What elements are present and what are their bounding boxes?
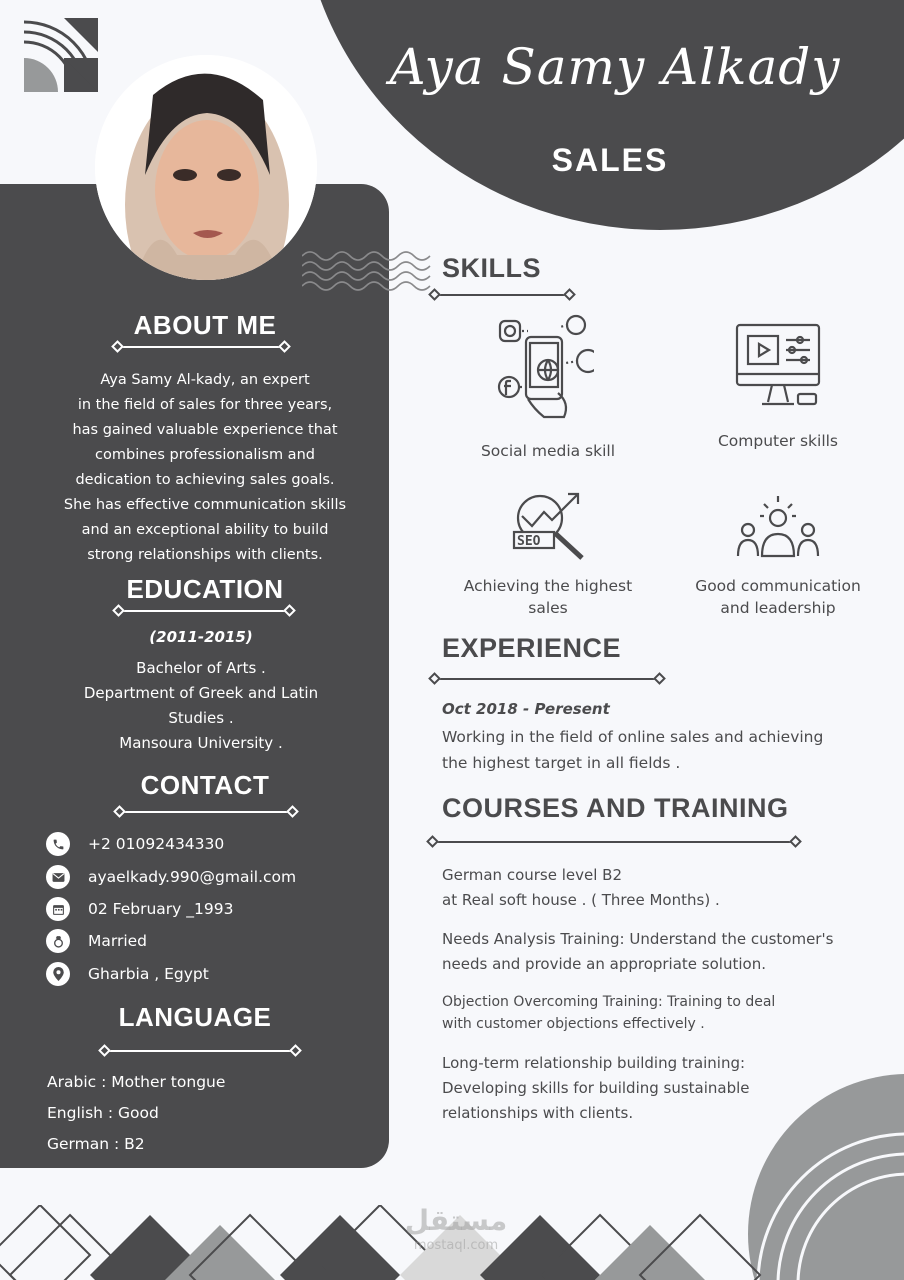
language-title: LANGUAGE (118, 1002, 272, 1032)
contact-birthdate (46, 897, 233, 921)
skill-label (688, 430, 868, 452)
course-line: Needs Analysis Training: Understand the customer's (442, 930, 834, 948)
about-line: in the field of sales for three years, (77, 397, 333, 413)
language-item: Arabic : Mother tongue (47, 1073, 226, 1091)
education-divider (114, 605, 294, 617)
contact-divider (115, 806, 297, 818)
course-line: Long-term relationship building training: (442, 1054, 746, 1072)
avatar (95, 55, 317, 280)
contact-status (46, 929, 147, 953)
skills-divider (430, 289, 574, 301)
course-line: German course level B2 (442, 866, 623, 884)
calendar-icon (46, 897, 70, 921)
seo-growth-icon (510, 488, 586, 564)
mail-icon (46, 865, 70, 889)
course-line: Developing skills for building sustainable (442, 1079, 750, 1097)
about-line: has gained valuable experience that (72, 422, 338, 438)
contact-location-text: Gharbia , Egypt (88, 965, 209, 983)
about-line: combines professionalism and (95, 447, 315, 463)
skill-label-line: Good communication (695, 577, 861, 595)
about-text (40, 368, 370, 568)
about-line: dedication to achieving sales goals. (75, 472, 335, 488)
location-icon (46, 962, 70, 986)
wave-decoration (302, 248, 440, 296)
skill-label (448, 575, 648, 619)
skill-label-line: and leadership (720, 599, 836, 617)
watermark-arabic: مستقل (404, 1204, 508, 1237)
about-line: strong relationships with clients. (87, 547, 323, 563)
education-line: Department of Greek and Latin (83, 684, 319, 702)
about-title: ABOUT ME (133, 310, 277, 340)
social-media-icon (494, 313, 594, 421)
contact-email-text: ayaelkady.990@gmail.com (88, 868, 297, 886)
course-item (442, 927, 872, 977)
course-item (442, 991, 872, 1035)
contact-email[interactable] (46, 865, 296, 889)
courses-divider (428, 836, 800, 848)
language-item: English : Good (47, 1104, 159, 1122)
profile-photo (95, 55, 317, 280)
contact-phone-text: +2 01092434330 (88, 835, 225, 853)
course-line: at Real soft house . ( Three Months) . (442, 891, 720, 909)
education-text (40, 656, 362, 756)
header-background-circle (300, 0, 904, 230)
experience-date: Oct 2018 - Peresent (442, 700, 610, 718)
course-line: Objection Overcoming Training: Training to deal (442, 994, 776, 1010)
course-line: needs and provide an appropriate solution. (442, 955, 766, 973)
skills-title: SKILLS (442, 253, 542, 283)
experience-line: Working in the field of online sales and achieving (442, 728, 824, 746)
contact-status-text: Married (88, 932, 148, 950)
course-line: relationships with clients. (442, 1104, 634, 1122)
about-divider (113, 341, 289, 353)
skill-label (458, 440, 638, 462)
course-line: with customer objections effectively . (442, 1016, 705, 1032)
education-line: Bachelor of Arts . (136, 659, 266, 677)
phone-icon (46, 832, 70, 856)
job-role: SALES (551, 142, 669, 178)
education-years: (2011-2015) (149, 628, 253, 646)
skill-label (678, 575, 878, 619)
language-item: German : B2 (47, 1135, 145, 1153)
about-line: She has effective communication skills (63, 497, 347, 513)
education-line: Mansoura University . (119, 734, 283, 752)
experience-divider (430, 673, 664, 685)
logo-icon (24, 18, 98, 92)
computer-icon (734, 322, 822, 410)
ring-icon (46, 929, 70, 953)
education-title: EDUCATION (126, 574, 284, 604)
skill-label-line: Computer skills (717, 432, 839, 450)
svg-text:SEO: SEO (517, 534, 541, 549)
watermark-latin: mostaql.com (413, 1238, 499, 1253)
about-line: Aya Samy Al-kady, an expert (100, 372, 310, 388)
education-line: Studies . (168, 709, 234, 727)
about-line: and an exceptional ability to build (81, 522, 329, 538)
person-name: Aya Samy Alkady (389, 38, 841, 96)
experience-title: EXPERIENCE (442, 633, 622, 663)
language-divider (100, 1045, 300, 1057)
contact-birthdate-text: 02 February _1993 (88, 900, 234, 918)
skill-label-line: Social media skill (480, 442, 616, 460)
experience-text (442, 724, 872, 776)
contact-location (46, 962, 209, 986)
contact-phone[interactable] (46, 832, 224, 856)
courses-title: COURSES AND TRAINING (442, 793, 789, 823)
experience-line: the highest target in all fields . (442, 754, 681, 772)
skill-label-line: sales (528, 599, 568, 617)
team-leadership-icon (736, 494, 820, 558)
course-item (442, 863, 872, 913)
skill-label-line: Achieving the highest (463, 577, 633, 595)
contact-title: CONTACT (140, 770, 270, 800)
